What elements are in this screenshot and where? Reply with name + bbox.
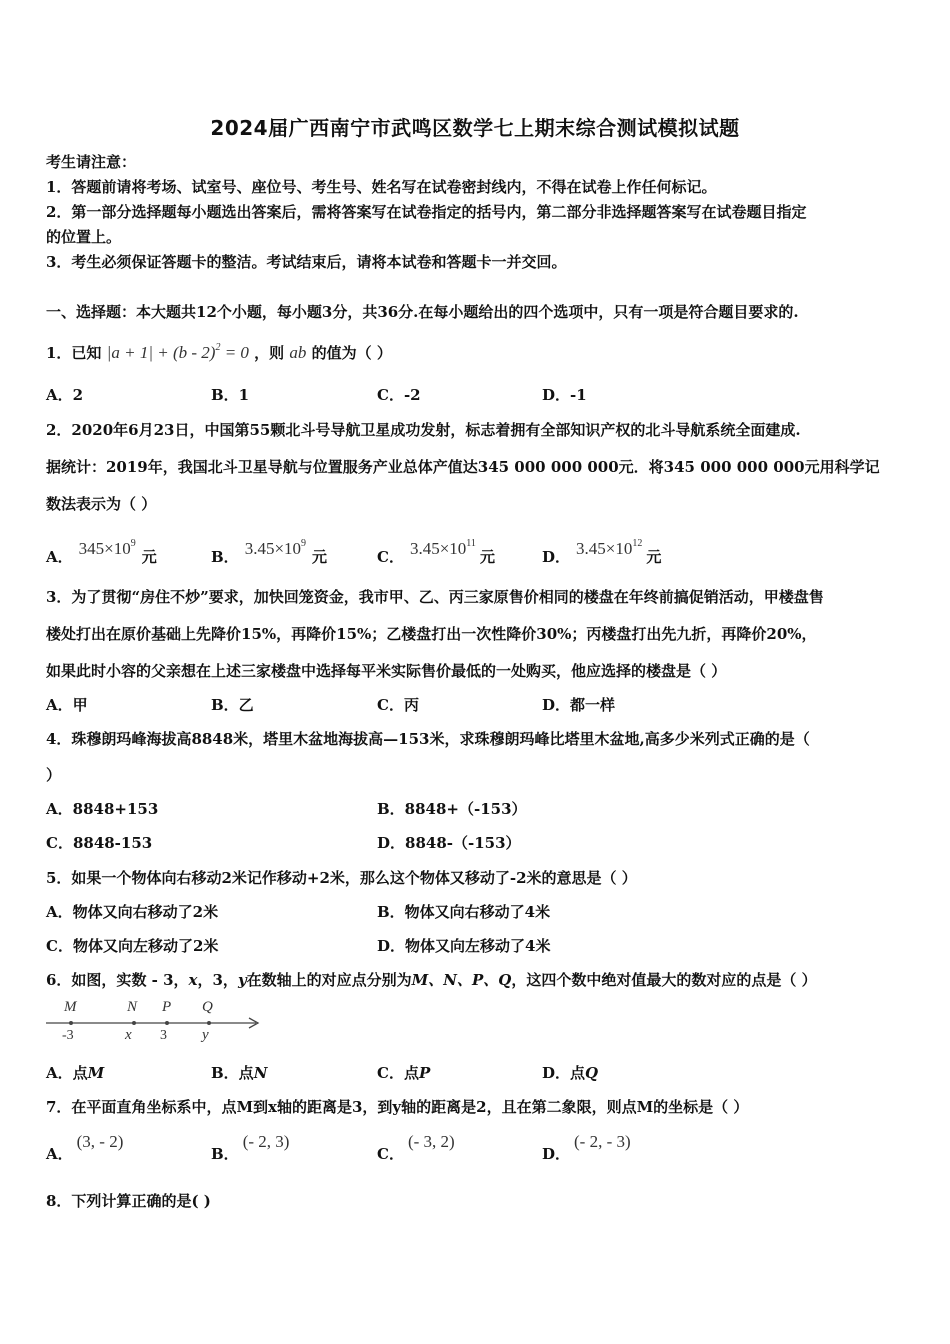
question-2-line: 据统计：2019年，我国北斗卫星导航与位置服务产业总体产值达345 000 000 000元．将345 000 000 000元用科学记 — [46, 458, 880, 476]
q3-option-c[interactable]: C．丙 — [377, 696, 419, 714]
point-n-label: N — [127, 999, 138, 1015]
notice-item: 3．考生必须保证答题卡的整洁。考试结束后，请将本试卷和答题卡一并交回。 — [46, 253, 567, 271]
q4-option-b[interactable]: B．8848+（-153） — [377, 800, 527, 818]
q2-option-d[interactable]: D． $3.45\times 10^{12}$元 — [542, 538, 662, 566]
q7-option-b[interactable]: B．(- 2, 3) — [211, 1132, 290, 1163]
q1-formula: |a + 1| + (b - 2)$^2$ = 0 — [106, 342, 249, 362]
question-2-line: 数法表示为（ ） — [46, 495, 157, 513]
q1-suffix: 的值为（ ） — [311, 344, 392, 362]
q7-option-c[interactable]: C．(- 3, 2) — [377, 1132, 455, 1163]
q5-option-c[interactable]: C．物体又向左移动了2米 — [46, 937, 219, 955]
q5-option-d[interactable]: D．物体又向左移动了4米 — [377, 937, 551, 955]
q4-option-c[interactable]: C．8848-153 — [46, 834, 153, 852]
q7-option-d[interactable]: D．(- 2, - 3) — [542, 1132, 631, 1163]
point-q — [200, 999, 213, 1043]
point-q-label: Q — [202, 999, 213, 1015]
number-line-figure — [44, 996, 274, 1044]
q1-option-d[interactable]: D．-1 — [542, 386, 587, 404]
q2-option-b[interactable]: B． $3.45\times 10^9$元 — [211, 538, 328, 566]
q1-prefix: 1．已知 — [46, 344, 102, 362]
q2-option-c[interactable]: C． $3.45\times 10^{11}$元 — [377, 538, 495, 566]
question-4-line: 4．珠穆朗玛峰海拔高8848米，塔里木盆地海拔高—153米，求珠穆朗玛峰比塔里木盆地,高多少米列式正确的是（ — [46, 730, 810, 748]
q4-option-d[interactable]: D．8848-（-153） — [377, 834, 521, 852]
section-heading: 一、选择题：本大题共12个小题，每小题3分，共36分.在每小题给出的四个选项中，只有一项是符合题目要求的. — [46, 303, 799, 321]
question-4-line: ） — [46, 766, 62, 784]
point-p-label: P — [162, 999, 172, 1015]
point-m — [62, 999, 78, 1043]
q5-option-a[interactable]: A．物体又向右移动了2米 — [46, 903, 219, 921]
notice-item: 2．第一部分选择题每小题选出答案后，需将答案写在试卷指定的括号内，第二部分非选择题答案写在试卷题目指定 — [46, 203, 807, 221]
q1-var: ab — [289, 343, 307, 362]
point-n-value: x — [125, 1027, 132, 1043]
point-p — [160, 999, 171, 1043]
page-title: 2024届广西南宁市武鸣区数学七上期末综合测试模拟试题 — [210, 116, 740, 140]
q6-option-d[interactable]: D．点Q — [542, 1064, 599, 1082]
point-m-value: -3 — [62, 1028, 74, 1043]
point-n — [124, 999, 138, 1043]
q3-option-d[interactable]: D．都一样 — [542, 696, 616, 714]
question-6: 6．如图，实数 - 3，x，3，y在数轴上的对应点分别为M、N、P、Q，这四个数中绝对值最大的数对应的点是（ ） — [46, 971, 817, 989]
question-3-line: 3．为了贯彻“房住不炒”要求，加快回笼资金，我市甲、乙、丙三家原售价相同的楼盘在年终前搞促销活动，甲楼盘售 — [46, 588, 824, 606]
point-m-label: M — [64, 999, 77, 1015]
question-3-line: 楼处打出在原价基础上先降价15%，再降价15%；乙楼盘打出一次性降价30%；丙楼盘打出先九折，再降价20%， — [46, 625, 817, 643]
q3-option-b[interactable]: B．乙 — [211, 696, 254, 714]
q6-option-a[interactable]: A．点M — [46, 1064, 105, 1082]
question-1 — [46, 338, 392, 363]
notice-item: 1．答题前请将考场、试室号、座位号、考生号、姓名写在试卷密封线内，不得在试卷上作任何标记。 — [46, 178, 717, 196]
q7-option-a[interactable]: A．(3, - 2) — [46, 1132, 124, 1163]
q5-option-b[interactable]: B．物体又向右移动了4米 — [377, 903, 551, 921]
q1-mid: ，则 — [254, 344, 285, 362]
q4-option-a[interactable]: A．8848+153 — [46, 800, 159, 818]
question-2-line: 2．2020年6月23日，中国第55颗北斗号导航卫星成功发射，标志着拥有全部知识产权的北斗导航系统全面建成. — [46, 421, 801, 439]
notice-heading: 考生请注意： — [46, 153, 137, 171]
question-3-line: 如果此时小容的父亲想在上述三家楼盘中选择每平米实际售价最低的一处购买，他应选择的楼盘是（ ） — [46, 662, 727, 680]
q2-option-a[interactable]: A． $345\times 10^9$元 — [46, 538, 157, 566]
point-p-value: 3 — [160, 1028, 167, 1043]
q1-option-b[interactable]: B．1 — [211, 386, 250, 404]
question-5: 5．如果一个物体向右移动2米记作移动+2米，那么这个物体又移动了-2米的意思是（ ） — [46, 869, 637, 887]
q6-option-b[interactable]: B．点N — [211, 1064, 268, 1082]
q1-option-c[interactable]: C．-2 — [377, 386, 421, 404]
question-7: 7．在平面直角坐标系中，点M到x轴的距离是3，到y轴的距离是2，且在第二象限，则点M的坐标是（ ） — [46, 1098, 749, 1116]
q6-option-c[interactable]: C．点P — [377, 1064, 431, 1082]
q1-option-a[interactable]: A．2 — [46, 386, 84, 404]
question-8: 8．下列计算正确的是( ) — [46, 1192, 211, 1210]
notice-item: 的位置上。 — [46, 228, 122, 246]
point-q-value: y — [202, 1027, 209, 1043]
q3-option-a[interactable]: A．甲 — [46, 696, 88, 714]
